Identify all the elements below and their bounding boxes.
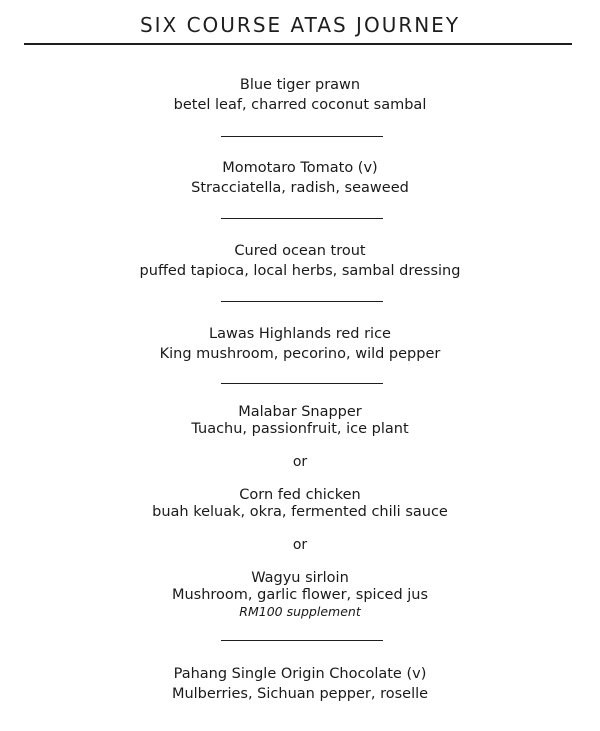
course-2-description: Stracciatella, radish, seaweed [191, 180, 409, 196]
course-1-name: Blue tiger prawn [239, 77, 361, 93]
course-divider [221, 383, 383, 384]
or-separator: or [292, 454, 308, 470]
main-option-2-description: buah keluak, okra, fermented chili sauce [152, 504, 448, 520]
course-divider [221, 640, 383, 641]
title-rule [24, 43, 572, 45]
course-3-description: puffed tapioca, local herbs, sambal dressing [139, 263, 461, 279]
menu-title: SIX COURSE ATAS JOURNEY [139, 13, 461, 37]
course-3-name: Cured ocean trout [234, 243, 366, 259]
main-option-2-name: Corn fed chicken [239, 487, 361, 503]
course-divider [221, 218, 383, 219]
main-option-1-name: Malabar Snapper [238, 404, 362, 420]
main-option-3-description: Mushroom, garlic flower, spiced jus [171, 587, 429, 603]
course-2-name: Momotaro Tomato (v) [222, 160, 378, 176]
main-option-1-description: Tuachu, passionfruit, ice plant [191, 421, 409, 437]
supplement-note: RM100 supplement [239, 604, 361, 619]
course-6-name: Pahang Single Origin Chocolate (v) [173, 666, 427, 682]
or-separator: or [292, 537, 308, 553]
main-option-3-name: Wagyu sirloin [251, 570, 349, 586]
course-divider [221, 136, 383, 137]
course-4-description: King mushroom, pecorino, wild pepper [159, 346, 441, 362]
course-1-description: betel leaf, charred coconut sambal [173, 97, 427, 113]
course-divider [221, 301, 383, 302]
course-4-name: Lawas Highlands red rice [209, 326, 391, 342]
course-6-description: Mulberries, Sichuan pepper, roselle [171, 686, 429, 702]
